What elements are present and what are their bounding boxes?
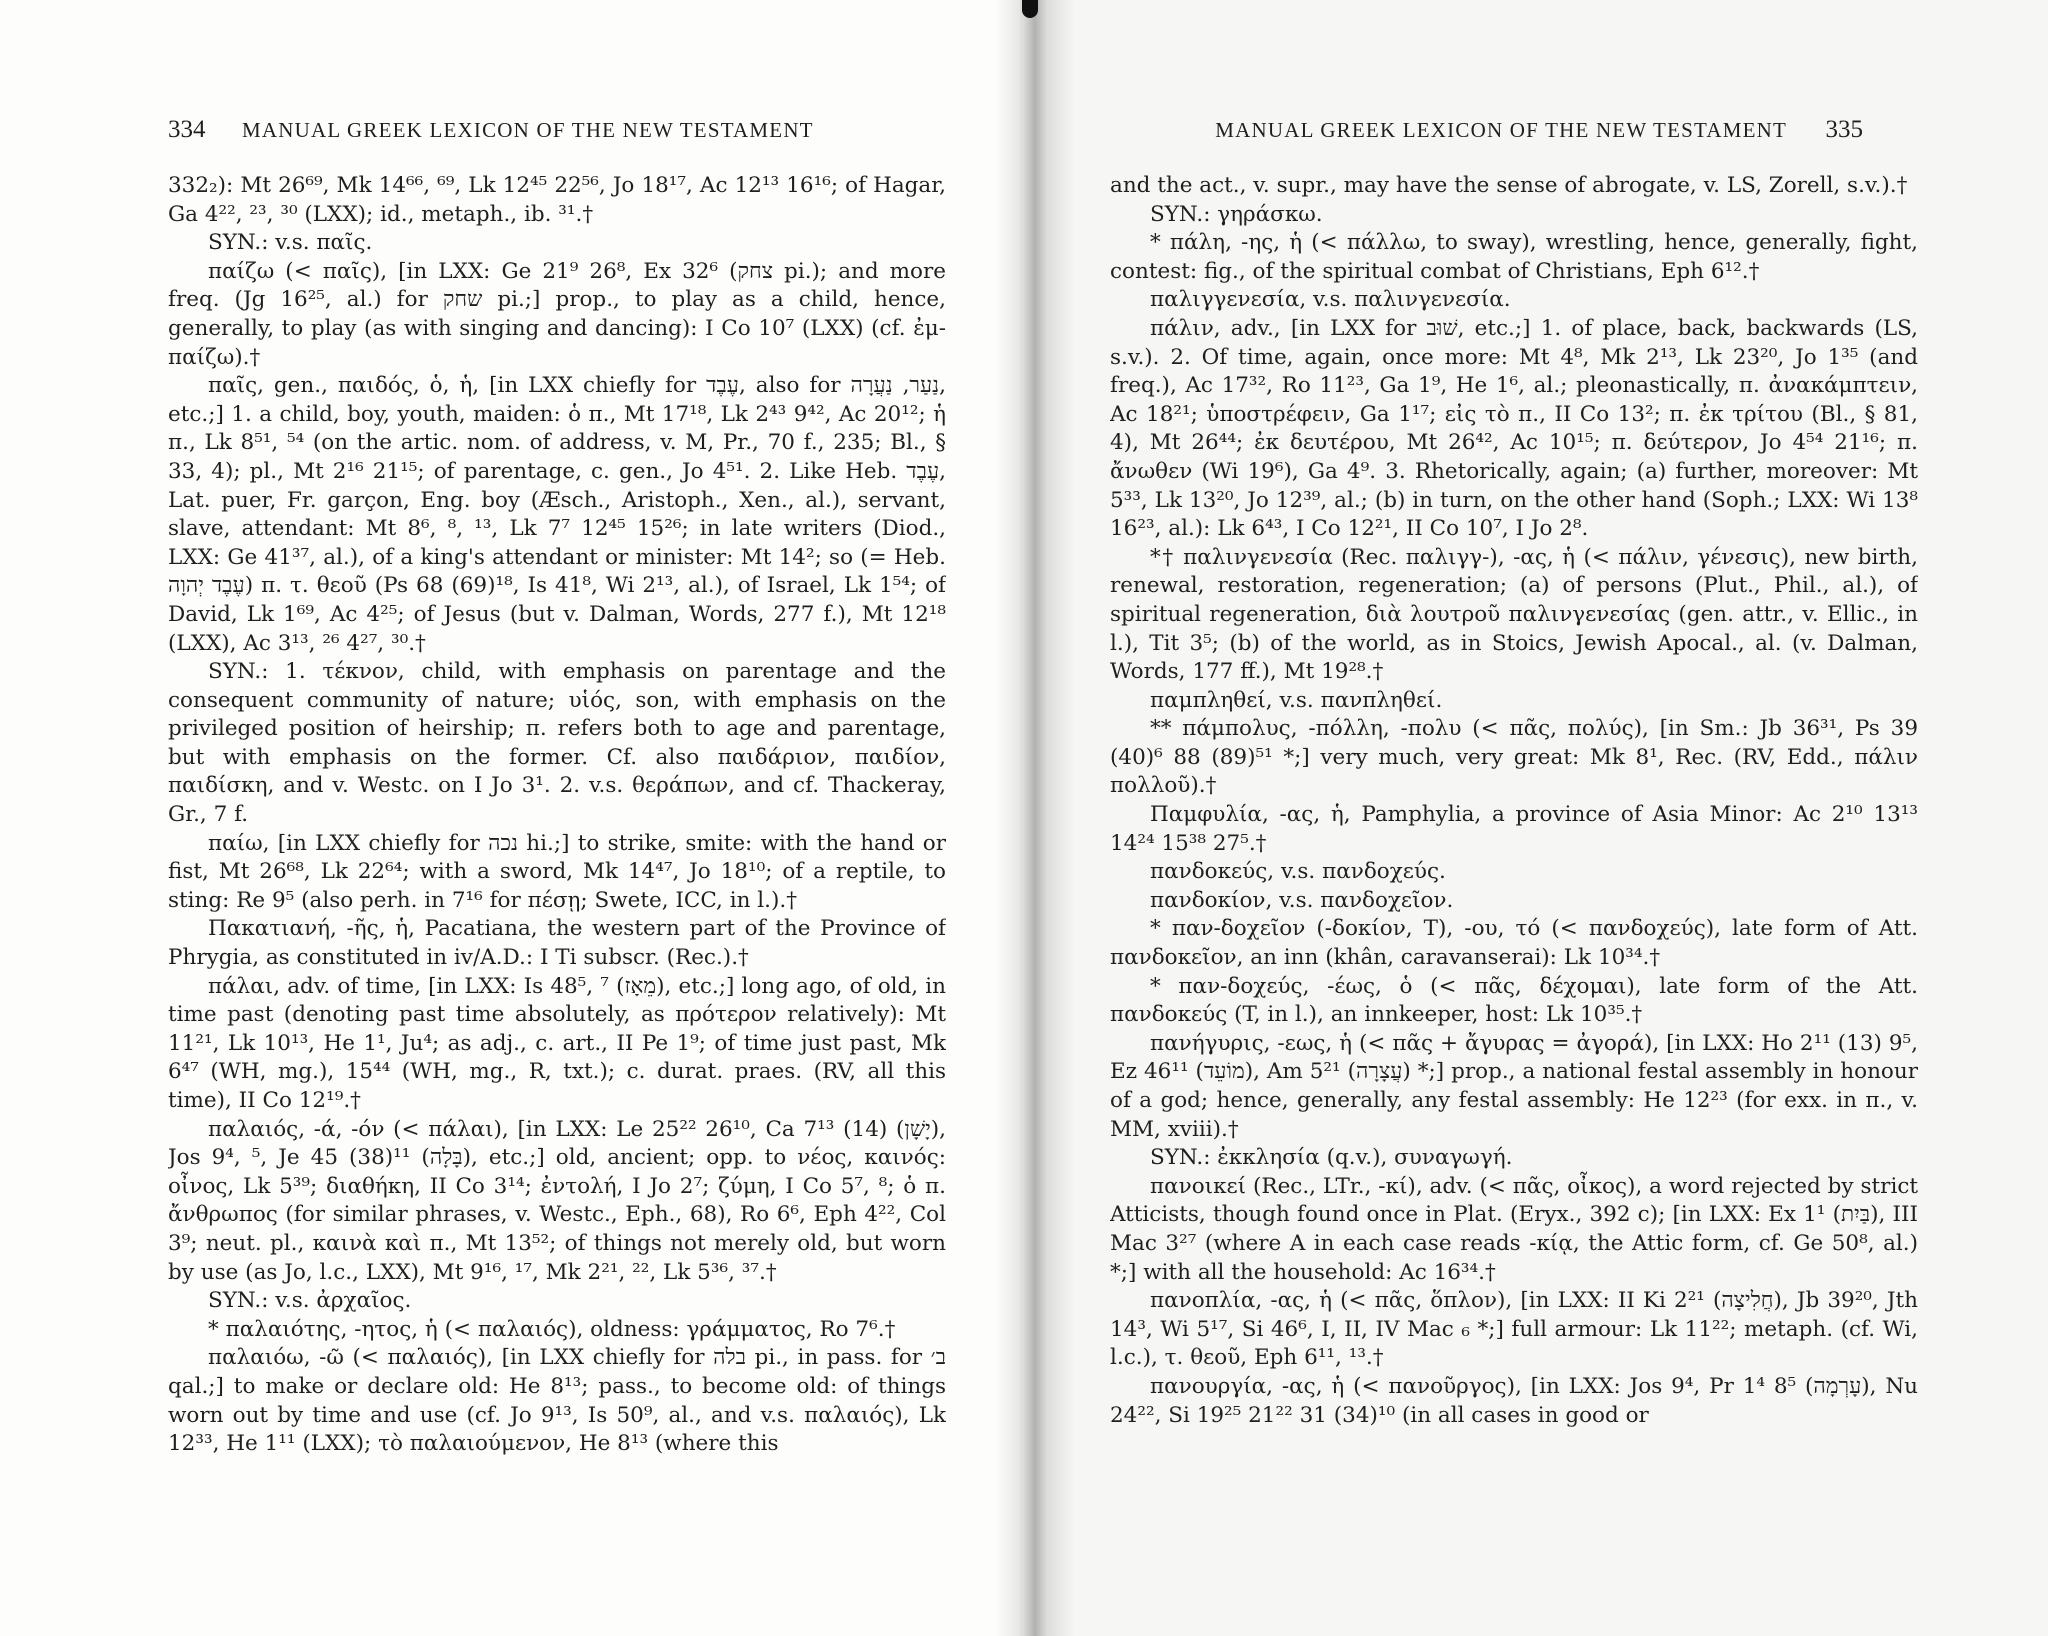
- lexicon-entry: παλιγγενεσία, v.s. παλινγενεσία.: [1150, 287, 1511, 313]
- synonym-note: SYN.: 1. τέκνον, child, with emphasis on parentage and the consequent community of nature; υἱός, son, with emphasis on the privileged position of heirship; π. refers both to age and parentage, but with emphasis on the former. Cf. also παιδάριον, παιδίον, παιδίσκη, and v. Westc. on I Jo 3¹. 2. v.s. θεράπων, and cf. Thackeray, Gr., 7 f.: [168, 659, 946, 828]
- lexicon-entry: πανήγυρις, -εως, ἡ (< πᾶς + ἄγυρας = ἀγορά), [in LXX: Ho 2¹¹ (13) 9⁵, Ez 46¹¹ (מוֹעֵד), Am 5²¹ (עֲצָרָה) *;] prop., a national festal assembly in honour of a god; hence, generally, any festal assembly: He 12²³ (for exx. in π., v. MM, xviii).†: [1110, 1030, 1918, 1142]
- left-page-header: [168, 116, 960, 150]
- lexicon-entry: πανδοκίον, v.s. πανδοχεῖον.: [1150, 887, 1454, 913]
- left-page-body: [168, 172, 946, 1542]
- lexicon-entry: 332₂): Mt 26⁶⁹, Mk 14⁶⁶, ⁶⁹, Lk 12⁴⁵ 22⁵⁶, Jo 18¹⁷, Ac 12¹³ 16¹⁶; of Hagar, Ga 4²², ²³, ³⁰ (LXX); id., metaph., ib. ³¹.†: [168, 173, 946, 227]
- book-gutter-shadow: [995, 0, 1075, 1636]
- lexicon-entry: παλαιόω, -ῶ (< παλαιός), [in LXX chiefly for בלה pi., in pass. for ב׳ qal.;] to make or declare old: He 8¹³; pass., to become old: of things worn out by time and use (cf. Jo 9¹³, Is 50⁹, al., and v.s. παλαιός), Lk 12³³, He 1¹¹ (LXX); τὸ παλαιούμενον, He 8¹³ (where this: [168, 1345, 946, 1457]
- lexicon-entry: πανοπλία, -ας, ἡ (< πᾶς, ὅπλον), [in LXX: II Ki 2²¹ (חֲלִיצָה), Jb 39²⁰, Jth 14³, Wi 5¹⁷, Si 46⁶, I, II, IV Mac ₆ *;] full armour: Lk 11²²; metaph. (cf. Wi, l.c.), τ. θεοῦ, Eph 6¹¹, ¹³.†: [1110, 1288, 1918, 1371]
- lexicon-entry: Παμφυλία, -ας, ἡ, Pamphylia, a province of Asia Minor: Ac 2¹⁰ 13¹³ 14²⁴ 15³⁸ 27⁵.†: [1110, 802, 1918, 856]
- lexicon-entry: * πάλη, -ης, ἡ (< πάλλω, to sway), wrestling, hence, generally, fight, contest: fig., of the spiritual combat of Christians, Eph 6¹².†: [1110, 230, 1918, 284]
- lexicon-entry: ** πάμπολυς, -πόλλη, -πολυ (< πᾶς, πολύς), [in Sm.: Jb 36³¹, Ps 39 (40)⁶ 88 (89)⁵¹ *;] very much, very great: Mk 8¹, Rec. (RV, Edd., πάλιν πολλοῦ).†: [1110, 716, 1918, 799]
- synonym-note: SYN.: v.s. παῖς.: [208, 230, 373, 256]
- right-page-header: [1215, 116, 1863, 150]
- synonym-note: SYN.: ἐκκλησία (q.v.), συναγωγή.: [1150, 1145, 1513, 1171]
- left-running-head: MANUAL GREEK LEXICON OF THE NEW TESTAMENT: [242, 118, 814, 142]
- lexicon-entry: and the act., v. supr., may have the sense of abrogate, v. LS, Zorell, s.v.).†: [1110, 173, 1908, 198]
- right-page-number: 335: [1825, 116, 1863, 143]
- lexicon-entry: * παλαιότης, -ητος, ἡ (< παλαιός), oldness: γράμματος, Ro 7⁶.†: [208, 1316, 896, 1342]
- lexicon-entry: * παν-δοχεύς, -έως, ὁ (< πᾶς, δέχομαι), late form of the Att. πανδοκεύς (T, in l.), an innkeeper, host: Lk 10³⁵.†: [1110, 973, 1918, 1028]
- right-page-body: [1110, 172, 1918, 1542]
- lexicon-entry: πανοικεί (Rec., LTr., -κί), adv. (< πᾶς, οἶκος), a word rejected by strict Atticists, though found once in Plat. (Eryx., 392 c); [in LXX: Ex 1¹ (בַּיִת), III Mac 3²⁷ (where A in each case reads -κίᾳ, the Attic form, cf. Ge 50⁸, al.) *;] with all the household: Ac 16³⁴.†: [1110, 1173, 1918, 1285]
- right-running-head: MANUAL GREEK LEXICON OF THE NEW TESTAMENT: [1215, 118, 1787, 142]
- synonym-note: SYN.: γηράσκω.: [1150, 201, 1323, 227]
- left-page-number: 334: [168, 116, 206, 143]
- lexicon-entry: παλαιός, -ά, -όν (< πάλαι), [in LXX: Le 25²² 26¹⁰, Ca 7¹³ (14) (יָשָׁן), Jos 9⁴, ⁵, Je 45 (38)¹¹ (בָּלָה), etc.;] old, ancient; opp. to νέος, καινός: οἶνος, Lk 5³⁹; διαθήκη, II Co 3¹⁴; ἐντολή, I Jo 2⁷; ζύμη, I Co 5⁷, ⁸; ὁ π. ἄνθρωπος (for similar phrases, v. Westc., Eph., 68), Ro 6⁶, Eph 4²², Col 3⁹; neut. pl., καινὰ καὶ π., Mt 13⁵²; of things not merely old, but worn by use (as Jo, l.c., LXX), Mt 9¹⁶, ¹⁷, Mk 2²¹, ²², Lk 5³⁶, ³⁷.†: [168, 1116, 946, 1285]
- lexicon-entry: παίω, [in LXX chiefly for נכה hi.;] to strike, smite: with the hand or fist, Mt 26⁶⁸, Lk 22⁶⁴; with a sword, Mk 14⁴⁷, Jo 18¹⁰; of a reptile, to sting: Re 9⁵ (also perh. in 7¹⁶ for πέσῃ; Swete, ICC, in l.).†: [168, 830, 946, 913]
- left-page: [0, 0, 1020, 1636]
- lexicon-entry: παμπληθεί, v.s. πανπληθεί.: [1150, 687, 1443, 713]
- lexicon-entry: πάλαι, adv. of time, [in LXX: Is 48⁵, ⁷ (מֵאָז), etc.;] long ago, of old, in time past (denoting past time absolutely, as πρότερον relatively): Mt 11²¹, Lk 10¹³, He 1¹, Ju⁴; as adj., c. art., II Pe 1⁹; of time just past, Mk 6⁴⁷ (WH, mg.), 15⁴⁴ (WH, mg., R, txt.); c. durat. praes. (RV, all this time), II Co 12¹⁹.†: [168, 973, 946, 1113]
- right-page: [1020, 0, 2048, 1636]
- lexicon-entry: παῖς, gen., παιδός, ὁ, ἡ, [in LXX chiefly for עֶבֶד, also for נַעַר, נַעֲרָה, etc.;] 1. a child, boy, youth, maiden: ὁ π., Mt 17¹⁸, Lk 2⁴³ 9⁴², Ac 20¹²; ἡ π., Lk 8⁵¹, ⁵⁴ (on the artic. nom. of address, v. M, Pr., 70 f., 235; Bl., § 33, 4); pl., Mt 2¹⁶ 21¹⁵; of parentage, c. gen., Jo 4⁵¹. 2. Like Heb. עֶבֶד, Lat. puer, Fr. garçon, Eng. boy (Æsch., Aristoph., Xen., al.), servant, slave, attendant: Mt 8⁶, ⁸, ¹³, Lk 7⁷ 12⁴⁵ 15²⁶; in late writers (Diod., LXX: Ge 41³⁷, al.), of a king's attendant or minister: Mt 14²; so (= Heb. עֶבֶד יְהוָה) π. τ. θεοῦ (Ps 68 (69)¹⁸, Is 41⁸, Wi 2¹³, al.), of Israel, Lk 1⁵⁴; of David, Lk 1⁶⁹, Ac 4²⁵; of Jesus (but v. Dalman, Words, 277 f.), Mt 12¹⁸ (LXX), Ac 3¹³, ²⁶ 4²⁷, ³⁰.†: [168, 373, 946, 656]
- lexicon-entry: * παν-δοχεῖον (-δοκίον, T), -ου, τό (< πανδοχεύς), late form of Att. πανδοκεῖον, an inn (khân, caravanserai): Lk 10³⁴.†: [1110, 916, 1918, 971]
- lexicon-entry: πάλιν, adv., [in LXX for שׁוּב, etc.;] 1. of place, back, backwards (LS, s.v.). 2. Of time, again, once more: Mt 4⁸, Mk 2¹³, Lk 23²⁰, Jo 1³⁵ (and freq.), Ac 17³², Ro 11²³, Ga 1⁹, He 1⁶, al.; pleonastically, π. ἀνακάμπτειν, Ac 18²¹; ὑποστρέφειν, Ga 1¹⁷; εἰς τὸ π., II Co 13²; π. ἐκ τρίτου (Bl., § 81, 4), Mt 26⁴⁴; ἐκ δευτέρου, Mt 26⁴², Ac 10¹⁵; π. δεύτερον, Jo 4⁵⁴ 21¹⁶; π. ἄνωθεν (Wi 19⁶), Ga 4⁹. 3. Rhetorically, again; (a) further, moreover: Mt 5³³, Lk 13²⁰, Jo 12³⁹, al.; (b) in turn, on the other hand (Soph.; LXX: Wi 13⁸ 16²³, al.): Lk 6⁴³, I Co 12²¹, II Co 10⁷, I Jo 2⁸.: [1110, 315, 1918, 542]
- lexicon-entry: Πακατιανή, -ῆς, ἡ, Pacatiana, the western part of the Province of Phrygia, as constituted in iv/A.D.: I Ti subscr. (Rec.).†: [168, 916, 946, 971]
- synonym-note: SYN.: v.s. ἀρχαῖος.: [208, 1288, 412, 1314]
- lexicon-entry: πανουργία, -ας, ἡ (< πανοῦργος), [in LXX: Jos 9⁴, Pr 1⁴ 8⁵ (עָרְמָה), Nu 24²², Si 19²⁵ 21²² 31 (34)¹⁰ (in all cases in good or: [1110, 1373, 1918, 1428]
- binding-edge: [1022, 0, 1038, 18]
- lexicon-entry: *† παλινγενεσία (Rec. παλιγγ-), -ας, ἡ (< πάλιν, γένεσις), new birth, renewal, restoration, regeneration; (a) of persons (Plut., Phil., al.), of spiritual regeneration, διὰ λουτροῦ παλινγενεσίας (gen. attr., v. Ellic., in l.), Tit 3⁵; (b) of the world, as in Stoics, Jewish Apocal., al. (v. Dalman, Words, 177 ff.), Mt 19²⁸.†: [1110, 544, 1918, 685]
- lexicon-entry: παίζω (< παῖς), [in LXX: Ge 21⁹ 26⁸, Ex 32⁶ (צחק pi.); and more freq. (Jg 16²⁵, al.) for שחק pi.;] prop., to play as a child, hence, generally, to play (as with singing and dancing): I Co 10⁷ (LXX) (cf. ἐμ-παίζω).†: [168, 258, 946, 370]
- lexicon-entry: πανδοκεύς, v.s. πανδοχεύς.: [1150, 859, 1446, 885]
